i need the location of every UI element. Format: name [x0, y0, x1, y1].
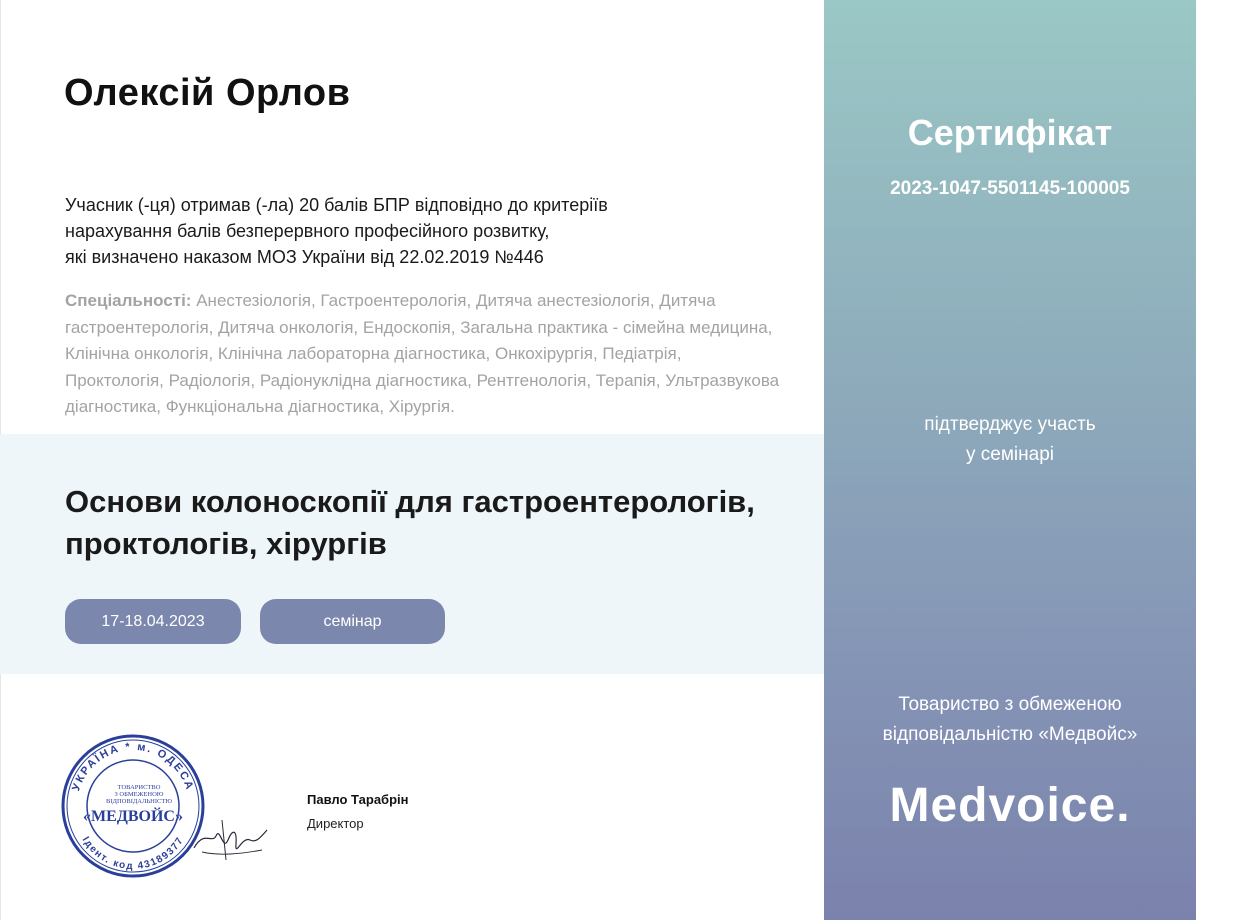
course-title-line: проктологів, хірургів — [65, 526, 387, 561]
certificate-panel — [824, 0, 1196, 920]
event-type-badge: семінар — [260, 599, 445, 644]
stamp-bottom-text: Ідент. код 43189377 — [79, 834, 187, 873]
course-title-line: Основи колоноскопії для гастроентерологів, — [65, 484, 755, 519]
confirmation-line: у семінарі — [966, 444, 1054, 465]
confirmation-text — [824, 410, 1196, 470]
certificate-number: 2023-1047-5501145-100005 — [890, 178, 1130, 199]
company-stamp — [60, 733, 206, 879]
signer-role: Директор — [307, 816, 364, 831]
certificate-title: Сертифікат — [907, 112, 1113, 153]
specialties-list: Анестезіологія, Гастроентерологія, Дитяча анестезіологія, Дитяча гастроентерологія, Дитяча онкологія, Ендоскопія, Загальна практика - сімейна медицина, Клінічна онкологія, Клінічна лабораторна діагностика, Онкохірургія, Педіатрія, Проктологія, Радіологія, Радіонуклідна діагностика, Рентгенологія, Терапія, Ультразвукова діагностика, Функціональна діагностика, Хірургія. — [65, 291, 780, 416]
date-badge: 17-18.04.2023 — [65, 599, 241, 644]
signer-name: Павло Тарабрін — [307, 792, 409, 807]
stamp-top-text: УКРАЇНА * м. ОДЕСА — [70, 740, 196, 793]
organization-name — [824, 690, 1196, 750]
bpr-statement — [65, 192, 785, 270]
organization-line: Товариство з обмеженою — [898, 694, 1122, 715]
confirmation-line: підтверджує участь — [924, 414, 1096, 435]
course-title — [65, 481, 805, 565]
brand-logo: Medvoice. — [889, 779, 1131, 832]
statement-line: Учасник (-ця) отримав (-ла) 20 балів БПР відповідно до критеріїв — [65, 195, 608, 215]
organization-line: відповідальністю «Медвойс» — [882, 724, 1138, 745]
stamp-inner-line: З ОБМЕЖЕНОЮ — [114, 791, 164, 798]
statement-line: які визначено наказом МОЗ України від 22.02.2019 №446 — [65, 247, 544, 267]
page-margin — [1196, 0, 1256, 920]
specialties-label: Спеціальності: — [65, 291, 192, 310]
stamp-inner-line: ТОВАРИСТВО — [117, 784, 161, 791]
stamp-inner-line: ВІДПОВІДАЛЬНІСТЮ — [106, 798, 172, 805]
director-signature — [190, 800, 270, 870]
specialties — [65, 288, 785, 421]
statement-line: нарахування балів безперервного професійного розвитку, — [65, 221, 550, 241]
stamp-org: «МЕДВОЙС» — [83, 808, 183, 825]
recipient-name: Олексій Орлов — [64, 72, 351, 114]
